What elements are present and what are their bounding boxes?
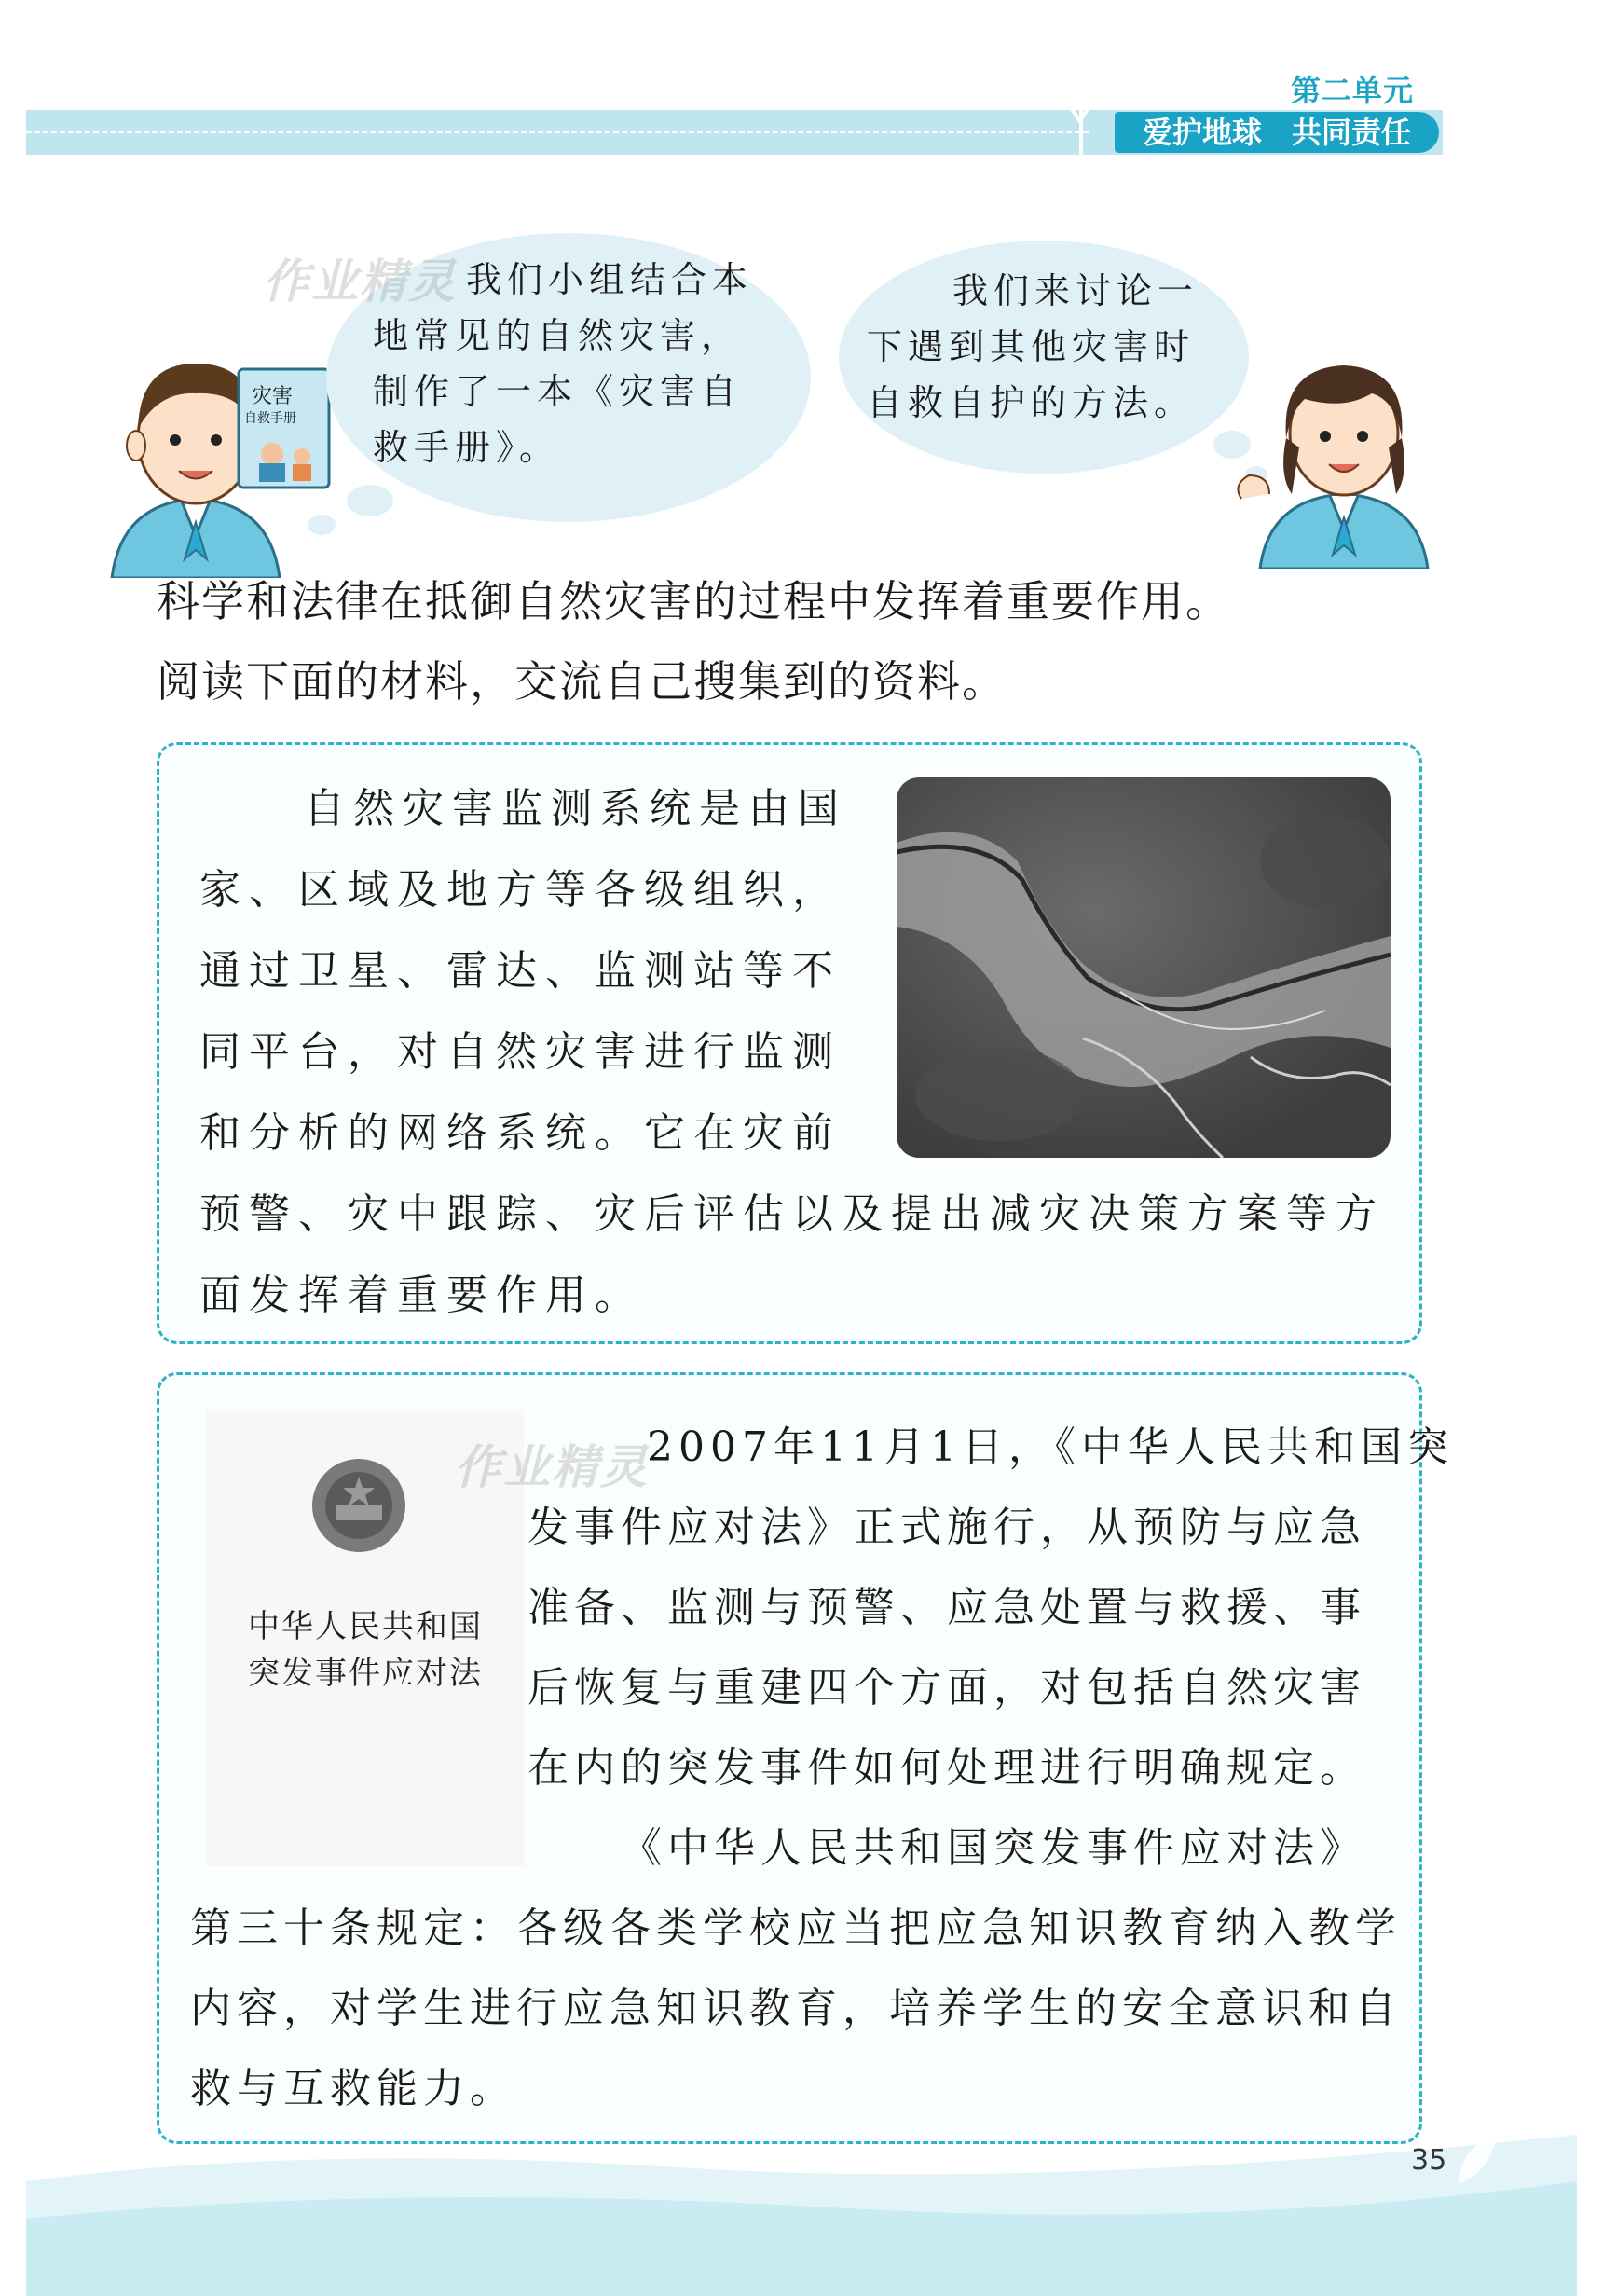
girl-illustration	[1232, 336, 1437, 569]
box2-lower-text: 第三十条规定：各级各类学校应当把应急知识教育纳入教学 内容，对学生进行应急知识教育，培养学生的安全意识和自 救与互救能力。	[190, 1904, 1402, 2112]
footer-wave	[26, 2079, 1577, 2296]
girl-speech-text: 我们来讨论一 下遇到其他灾害时 自救自护的方法。	[867, 270, 1199, 423]
unit-theme-banner: 爱护地球 共同责任	[1115, 112, 1439, 153]
tree-icon	[1062, 67, 1100, 160]
booklet-subtitle: 自救手册	[244, 411, 296, 426]
leaf-icon	[1450, 2127, 1506, 2193]
box1-text: 自然灾害监测系统是由国 家、区域及地方等各级组织， 通过卫星、雷达、监测站等不 同平台，对自然灾害进行监测 和分析的网络系统。它在灾前 预警、灾中跟踪、灾后评估以及提出减灾决策方案等方 面发挥着重要作用。	[199, 785, 1385, 1319]
booklet-title: 灾害	[252, 385, 294, 408]
header-dashed-line	[26, 131, 1089, 133]
bubble-tail-dot	[308, 515, 336, 535]
page-number: 35	[1411, 2144, 1447, 2177]
unit-label: 第二单元	[1291, 73, 1415, 108]
national-emblem-icon	[308, 1454, 410, 1557]
intro-line-2: 阅读下面的材料，交流自己搜集到的资料。	[157, 656, 1007, 707]
watermark: 作业精灵	[455, 1440, 649, 1494]
boy-speech-text: 我们小组结合本 地常见的自然灾害， 制作了一本《灾害自 救手册》。	[373, 259, 754, 468]
intro-line-1: 科学和法律在抵御自然灾害的过程中发挥着重要作用。	[157, 576, 1230, 626]
law-cover-title: 中华人民共和国 突发事件应对法	[248, 1608, 483, 1692]
bubble-tail-dot	[347, 485, 393, 516]
box2-upper-text: 2007年11月1日，《中华人民共和国突 发事件应对法》正式施行，从预防与应急 准备、监测与预警、应急处置与救援、事 后恢复与重建四个方面，对包括自然灾害 在内的突发事件如何处理进行明确规定。 《中华人民共和国突发事件应对法》	[527, 1423, 1454, 1872]
watermark: 作业精灵	[263, 254, 457, 309]
